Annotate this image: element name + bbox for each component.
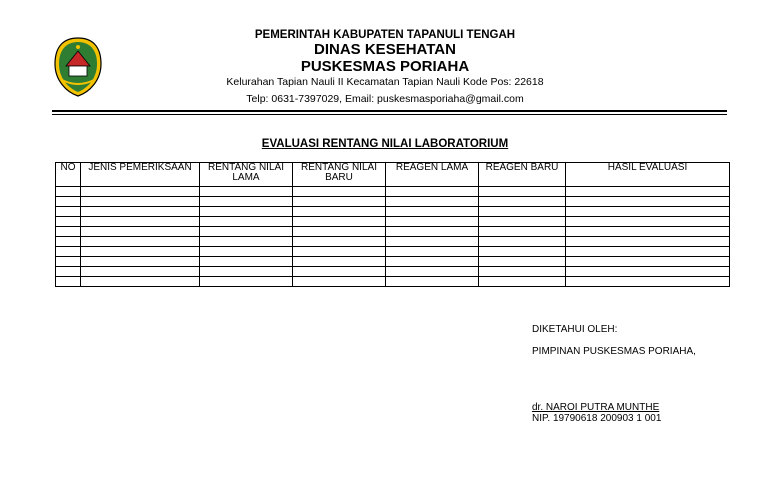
table-cell bbox=[386, 197, 479, 207]
table-cell bbox=[566, 267, 730, 277]
table-cell bbox=[81, 237, 200, 247]
facility-name: PUSKESMAS PORIAHA bbox=[300, 58, 470, 75]
header-hasil-evaluasi: HASIL EVALUASI bbox=[566, 163, 730, 187]
table-row bbox=[56, 267, 730, 277]
signatory-position: PIMPINAN PUSKESMAS PORIAHA, bbox=[532, 346, 696, 357]
letterhead-divider-thin bbox=[52, 114, 727, 115]
table-cell bbox=[479, 267, 566, 277]
table-row bbox=[56, 197, 730, 207]
header-reagen-baru: REAGEN BARU bbox=[479, 163, 566, 187]
table-cell bbox=[479, 217, 566, 227]
table-cell bbox=[479, 257, 566, 267]
table-cell bbox=[200, 237, 293, 247]
table-cell bbox=[293, 187, 386, 197]
table-cell bbox=[386, 257, 479, 267]
table-cell bbox=[386, 237, 479, 247]
table-cell bbox=[386, 207, 479, 217]
signatory-nip: NIP. 19790618 200903 1 001 bbox=[532, 413, 662, 424]
table-body bbox=[56, 187, 730, 287]
table-cell bbox=[56, 197, 81, 207]
table-cell bbox=[81, 187, 200, 197]
table-cell bbox=[56, 267, 81, 277]
table-cell bbox=[566, 207, 730, 217]
government-name: PEMERINTAH KABUPATEN TAPANULI TENGAH bbox=[254, 29, 516, 41]
table-cell bbox=[386, 267, 479, 277]
table-cell bbox=[200, 247, 293, 257]
table-row bbox=[56, 257, 730, 267]
table-cell bbox=[566, 257, 730, 267]
table-cell bbox=[293, 257, 386, 267]
table-cell bbox=[479, 187, 566, 197]
table-cell bbox=[293, 237, 386, 247]
header-no: NO bbox=[56, 163, 81, 187]
letterhead-divider-thick bbox=[52, 110, 727, 112]
table-cell bbox=[566, 217, 730, 227]
table-cell bbox=[56, 207, 81, 217]
table-cell bbox=[200, 227, 293, 237]
table-cell bbox=[386, 217, 479, 227]
table-cell bbox=[293, 197, 386, 207]
table-cell bbox=[293, 207, 386, 217]
table-cell bbox=[479, 277, 566, 287]
table-cell bbox=[56, 247, 81, 257]
table-cell bbox=[386, 247, 479, 257]
table-cell bbox=[566, 277, 730, 287]
table-cell bbox=[479, 207, 566, 217]
table-cell bbox=[200, 207, 293, 217]
table-cell bbox=[293, 217, 386, 227]
table-cell bbox=[81, 227, 200, 237]
table-cell bbox=[200, 267, 293, 277]
table-cell bbox=[81, 197, 200, 207]
table-cell bbox=[479, 197, 566, 207]
facility-contact: Telp: 0631-7397029, Email: puskesmasporiaha@gmail.com bbox=[246, 93, 524, 105]
table-row bbox=[56, 277, 730, 287]
table-cell bbox=[566, 247, 730, 257]
table-cell bbox=[293, 247, 386, 257]
table-cell bbox=[566, 227, 730, 237]
table-cell bbox=[81, 267, 200, 277]
table-row bbox=[56, 227, 730, 237]
table-cell bbox=[566, 187, 730, 197]
table-cell bbox=[56, 217, 81, 227]
table-cell bbox=[81, 207, 200, 217]
table-cell bbox=[566, 197, 730, 207]
regency-emblem-logo bbox=[52, 36, 104, 98]
document-title: EVALUASI RENTANG NILAI LABORATORIUM bbox=[261, 138, 509, 150]
table-row bbox=[56, 217, 730, 227]
table-cell bbox=[81, 247, 200, 257]
table-cell bbox=[81, 217, 200, 227]
table-cell bbox=[479, 247, 566, 257]
agency-name: DINAS KESEHATAN bbox=[314, 41, 456, 58]
header-jenis-pemeriksaan: JENIS PEMERIKSAAN bbox=[81, 163, 200, 187]
table-header-row bbox=[56, 163, 730, 187]
table-cell bbox=[386, 277, 479, 287]
table-row bbox=[56, 187, 730, 197]
table-cell bbox=[566, 237, 730, 247]
table-cell bbox=[200, 187, 293, 197]
acknowledged-by-label: DIKETAHUI OLEH: bbox=[532, 324, 618, 335]
signatory-name: dr. NAROI PUTRA MUNTHE bbox=[532, 402, 660, 413]
evaluation-table bbox=[55, 162, 730, 287]
table-row bbox=[56, 247, 730, 257]
table-cell bbox=[293, 227, 386, 237]
table-row bbox=[56, 237, 730, 247]
table-cell bbox=[81, 277, 200, 287]
table-cell bbox=[200, 257, 293, 267]
table-cell bbox=[479, 227, 566, 237]
header-rentang-nilai-lama: RENTANG NILAI LAMA bbox=[200, 163, 293, 187]
header-reagen-lama: REAGEN LAMA bbox=[386, 163, 479, 187]
table-cell bbox=[293, 267, 386, 277]
table-row bbox=[56, 207, 730, 217]
table-cell bbox=[200, 277, 293, 287]
table-cell bbox=[200, 217, 293, 227]
table-cell bbox=[479, 237, 566, 247]
table-cell bbox=[386, 227, 479, 237]
table-cell bbox=[386, 187, 479, 197]
table-cell bbox=[56, 257, 81, 267]
table-cell bbox=[200, 197, 293, 207]
table-cell bbox=[293, 277, 386, 287]
table-cell bbox=[56, 187, 81, 197]
facility-address: Kelurahan Tapian Nauli II Kecamatan Tapian Nauli Kode Pos: 22618 bbox=[226, 76, 544, 88]
header-rentang-nilai-baru: RENTANG NILAI BARU bbox=[293, 163, 386, 187]
table-cell bbox=[56, 237, 81, 247]
table-cell bbox=[56, 227, 81, 237]
table-cell bbox=[81, 257, 200, 267]
table-cell bbox=[56, 277, 81, 287]
